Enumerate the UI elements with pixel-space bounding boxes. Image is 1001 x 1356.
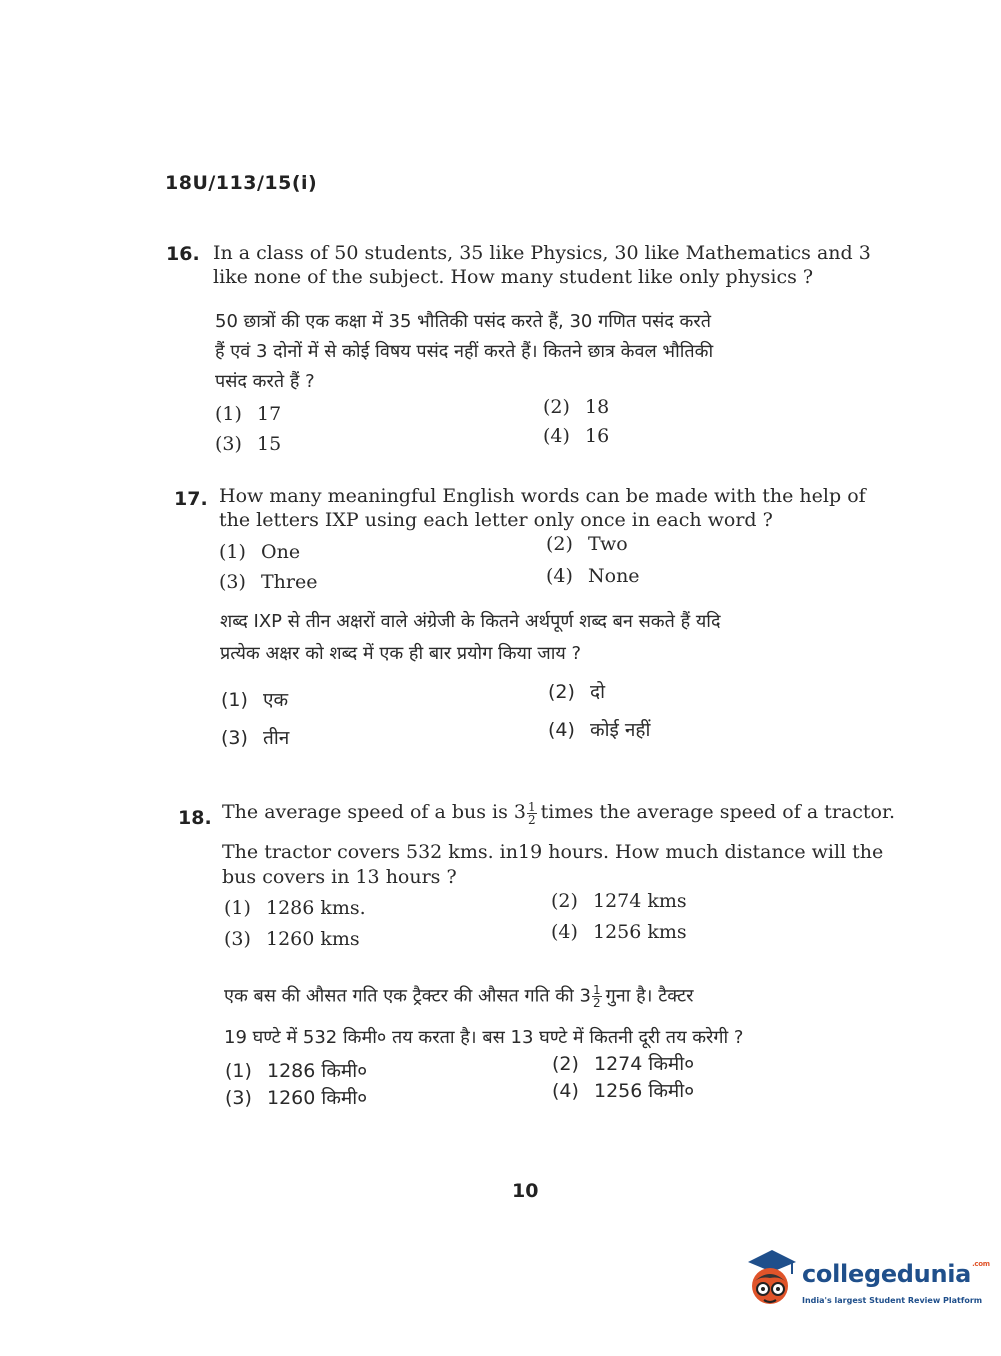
- question-text-en: like none of the subject. How many student like only physics ?: [213, 266, 814, 288]
- fraction-numerator: 1: [592, 983, 601, 997]
- option-number: (3): [219, 571, 246, 593]
- option-text: 1286 kms.: [266, 897, 366, 919]
- option-text: 1260 kms: [266, 928, 360, 950]
- option: [221, 724, 289, 750]
- option-text: 1260 किमी०: [267, 1087, 368, 1109]
- option-number: (2): [548, 681, 575, 703]
- option: [551, 890, 687, 912]
- option-text: 1274 किमी०: [594, 1053, 695, 1075]
- option: [219, 571, 317, 593]
- question-text-en: [222, 800, 895, 826]
- option-text: One: [261, 541, 301, 563]
- option-number: (3): [215, 433, 242, 455]
- option: [543, 425, 609, 447]
- option: [546, 565, 640, 587]
- option-number: (4): [543, 425, 570, 447]
- option-number: (2): [552, 1053, 579, 1075]
- option: [221, 686, 288, 712]
- option-text: एक: [263, 689, 289, 711]
- option-text: 16: [585, 425, 610, 447]
- question-text-en-part: The average speed of a bus is 3: [222, 801, 526, 823]
- question-text-hi: हैं एवं 3 दोनों में से कोई विषय पसंद नहीं करते हैं। कितने छात्र केवल भौतिकी: [215, 341, 714, 362]
- option-number: (1): [224, 897, 251, 919]
- option: [215, 433, 281, 455]
- option: [548, 678, 605, 704]
- option: [552, 1050, 694, 1076]
- paper-code: 18U/113/15(i): [165, 172, 318, 194]
- option-text: दो: [590, 681, 606, 703]
- option-number: (1): [215, 403, 242, 425]
- question-number: 16.: [166, 243, 200, 265]
- option: [551, 921, 687, 943]
- option-number: (2): [543, 396, 570, 418]
- option-number: (2): [546, 533, 573, 555]
- option-text: 1286 किमी०: [267, 1060, 368, 1082]
- option: [215, 403, 281, 425]
- option: [225, 1057, 367, 1083]
- option-text: Three: [261, 571, 318, 593]
- option-number: (3): [225, 1087, 252, 1109]
- option: [543, 396, 609, 418]
- option: [552, 1077, 694, 1103]
- fraction: [592, 984, 602, 1009]
- question-text-en: In a class of 50 students, 35 like Physics, 30 like Mathematics and 3: [213, 242, 871, 264]
- fraction-denominator: 2: [527, 812, 536, 827]
- option-number: (4): [552, 1080, 579, 1102]
- question-text-hi: शब्द IXP से तीन अक्षरों वाले अंग्रेजी के कितने अर्थपूर्ण शब्द बन सकते हैं यदि: [220, 611, 721, 632]
- question-number: 18.: [178, 807, 212, 829]
- question-text-hi: 50 छात्रों की एक कक्षा में 35 भौतिकी पसंद करते हैं, 30 गणित पसंद करते: [215, 311, 711, 332]
- option: [224, 928, 360, 950]
- option-number: (4): [551, 921, 578, 943]
- option-text: None: [588, 565, 640, 587]
- fraction-denominator: 2: [592, 996, 601, 1010]
- question-text-en: bus covers in 13 hours ?: [222, 866, 457, 888]
- option: [224, 897, 366, 919]
- option-text: तीन: [263, 727, 290, 749]
- option: [546, 533, 628, 555]
- fraction-numerator: 1: [527, 799, 536, 814]
- question-text-en: the letters IXP using each letter only once in each word ?: [219, 509, 773, 531]
- question-text-en: The tractor covers 532 kms. in19 hours. How much distance will the: [222, 841, 884, 863]
- question-text-hi: [224, 984, 694, 1009]
- option-text: कोई नहीं: [590, 719, 651, 741]
- option: [225, 1084, 367, 1110]
- option-number: (2): [551, 890, 578, 912]
- option-number: (1): [219, 541, 246, 563]
- option-text: 17: [257, 403, 282, 425]
- option-number: (4): [548, 719, 575, 741]
- option-text: 1256 kms: [593, 921, 687, 943]
- question-number: 17.: [174, 488, 208, 510]
- question-text-hi: प्रत्येक अक्षर को शब्द में एक ही बार प्रयोग किया जाय ?: [220, 643, 582, 664]
- option-text: 15: [257, 433, 282, 455]
- fraction: [527, 801, 537, 826]
- question-text-en-part: times the average speed of a tractor.: [540, 801, 895, 823]
- collegedunia-logo[interactable]: [740, 1248, 990, 1318]
- logo-wordmark: [802, 1260, 990, 1288]
- question-text-hi: 19 घण्टे में 532 किमी० तय करता है। बस 13 घण्टे में कितनी दूरी तय करेगी ?: [224, 1027, 744, 1048]
- logo-tagline: India's largest Student Review Platform: [802, 1296, 983, 1305]
- option-text: 1274 kms: [593, 890, 687, 912]
- option-number: (3): [221, 727, 248, 749]
- option-number: (4): [546, 565, 573, 587]
- option-text: Two: [588, 533, 628, 555]
- option-text: 18: [585, 396, 610, 418]
- logo-name: collegedunia: [802, 1260, 972, 1288]
- option-text: 1256 किमी०: [594, 1080, 695, 1102]
- option: [548, 716, 650, 742]
- option-number: (1): [225, 1060, 252, 1082]
- mascot-icon: [740, 1248, 800, 1318]
- logo-com: .com: [972, 1260, 990, 1268]
- option: [219, 541, 300, 563]
- question-text-en: How many meaningful English words can be made with the help of: [219, 485, 866, 507]
- option-number: (1): [221, 689, 248, 711]
- question-text-hi-part: गुना है। टैक्टर: [605, 985, 694, 1007]
- question-text-hi-part: एक बस की औसत गति एक ट्रैक्टर की औसत गति की 3: [224, 985, 591, 1007]
- page-number: 10: [512, 1180, 539, 1202]
- option-number: (3): [224, 928, 251, 950]
- question-text-hi: पसंद करते हैं ?: [215, 371, 315, 392]
